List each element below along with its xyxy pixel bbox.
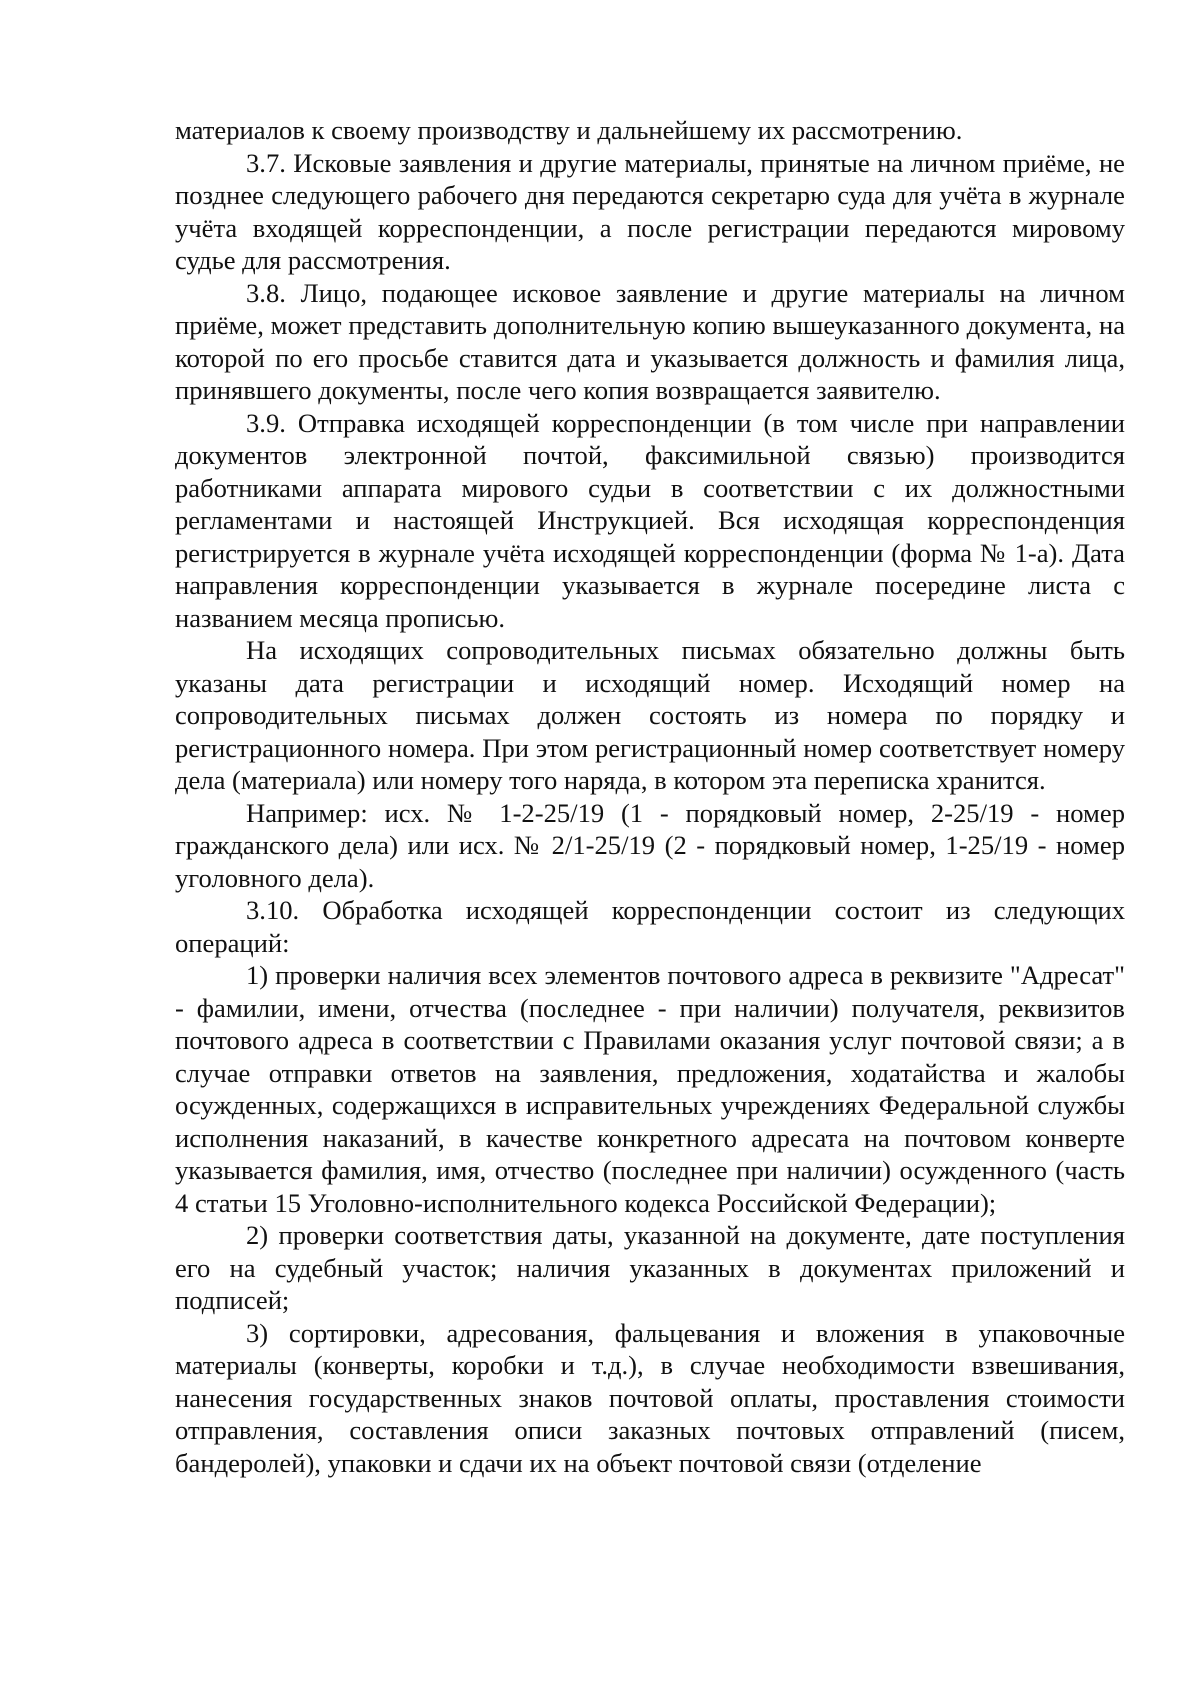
paragraph-outgoing-numbers: На исходящих сопроводительных письмах обязательно должны быть указаны дата регистрации и исходящий номер. Исходящий номер на сопроводительных письмах должен состоять из номера по порядку и регистрационного номера. При этом регистрационный номер соответствует номеру дела (материала) или номеру того наряда, в котором эта переписка хранится. (175, 635, 1125, 795)
paragraph-3-10: 3.10. Обработка исходящей корреспонденции состоит из следующих операций: (175, 895, 1125, 958)
list-item-2: 2) проверки соответствия даты, указанной на документе, дате поступления его на судебный участок; наличия указанных в документах приложений и подписей; (175, 1220, 1125, 1315)
paragraph-example: Например: исх. № 1-2-25/19 (1 - порядковый номер, 2-25/19 - номер гражданского дела) или исх. № 2/1-25/19 (2 - порядковый номер, 1-25/19 - номер уголовного дела). (175, 797, 1125, 893)
document-body (175, 114, 1125, 1479)
paragraph-3-9: 3.9. Отправка исходящей корреспонденции (в том числе при направлении документов электронной почтой, факсимильной связью) производится работниками аппарата мирового судьи в соответствии с их должностными регламентами и настоящей Инструкцией. Вся исходящая корреспонденция регистрируется в журнале учёта исходящей корреспонденции (форма № 1-а). Дата направления корреспонденции указывается в журнале посередине листа с названием месяца прописью. (175, 407, 1125, 633)
paragraph-3-8: 3.8. Лицо, подающее исковое заявление и другие материалы на личном приёме, может представить дополнительную копию вышеуказанного документа, на которой по его просьбе ставится дата и указывается должность и фамилия лица, принявшего документы, после чего копия возвращается заявителю. (175, 277, 1125, 405)
paragraph-3-7: 3.7. Исковые заявления и другие материалы, принятые на личном приёме, не позднее следующего рабочего дня передаются секретарю суда для учёта в журнале учёта входящей корреспонденции, а после регистрации передаются мировому судье для рассмотрения. (175, 147, 1125, 275)
list-item-1: 1) проверки наличия всех элементов почтового адреса в реквизите "Адресат" - фамилии, имени, отчества (последнее - при наличии) получателя, реквизитов почтового адреса в соответствии с Правилами оказания услуг почтовой связи; а в случае отправки ответов на заявления, предложения, ходатайства и жалобы осужденных, содержащихся в исправительных учреждениях Федеральной службы исполнения наказаний, в качестве конкретного адресата на почтовом конверте указывается фамилия, имя, отчество (последнее при наличии) осужденного (часть 4 статьи 15 Уголовно-исполнительного кодекса Российской Федерации); (175, 960, 1125, 1218)
paragraph-continuation: материалов к своему производству и дальнейшему их рассмотрению. (175, 115, 963, 145)
list-item-3: 3) сортировки, адресования, фальцевания и вложения в упаковочные материалы (конверты, коробки и т.д.), в случае необходимости взвешивания, нанесения государственных знаков почтовой оплаты, проставления стоимости отправления, составления описи заказных почтовых отправлений (писем, бандеролей), упаковки и сдачи их на объект почтовой связи (отделение (175, 1317, 1125, 1478)
